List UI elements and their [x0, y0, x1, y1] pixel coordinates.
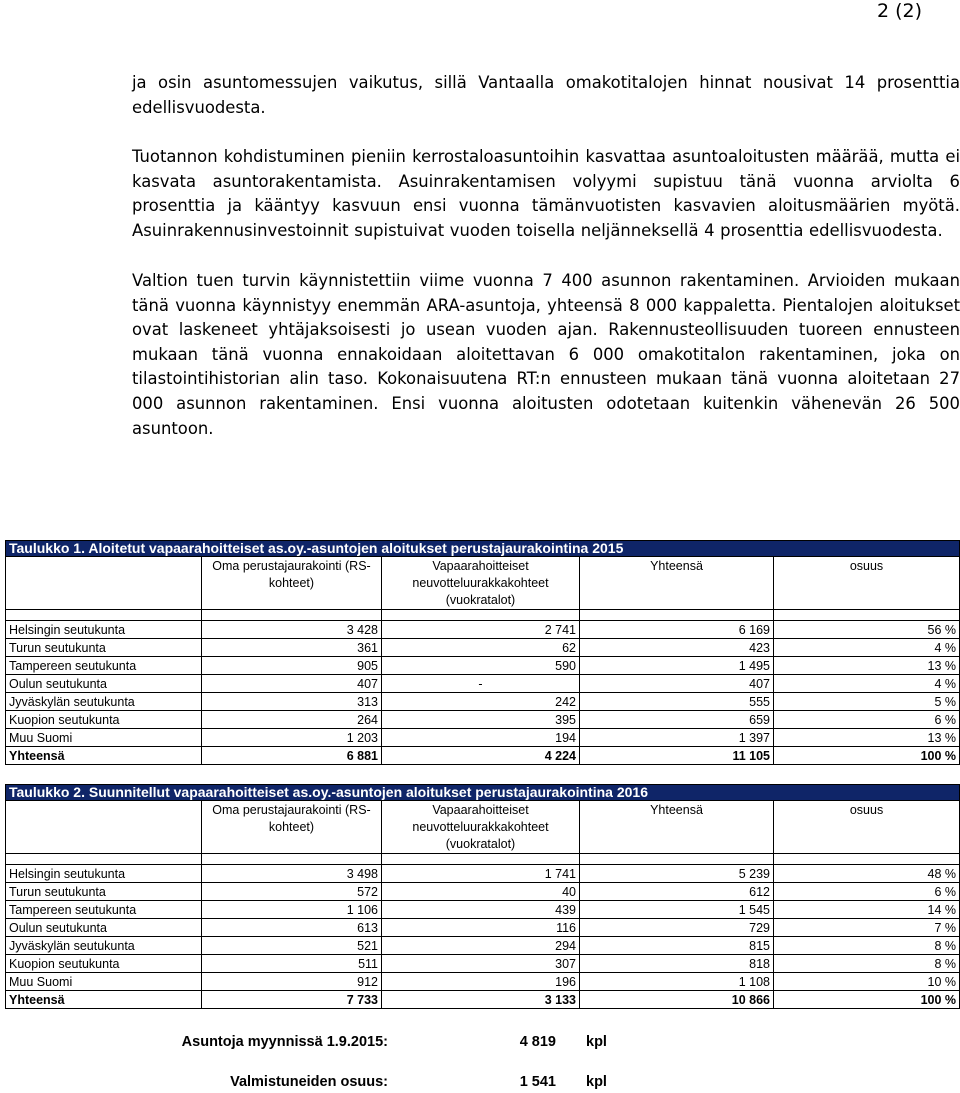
value-cell: 7 %	[774, 919, 960, 937]
value-cell: 2 741	[382, 621, 580, 639]
table-header-cell: Yhteensä	[580, 557, 774, 610]
value-cell: 5 %	[774, 693, 960, 711]
table-spacer-row	[6, 610, 960, 621]
table-spacer-row	[6, 854, 960, 865]
value-cell: 6 %	[774, 711, 960, 729]
table-spacer-cell	[202, 854, 382, 865]
region-cell: Jyväskylän seutukunta	[6, 937, 202, 955]
table-row	[6, 729, 960, 747]
value-cell: 439	[382, 901, 580, 919]
value-cell: 613	[202, 919, 382, 937]
value-cell: 572	[202, 883, 382, 901]
value-cell: 1 495	[580, 657, 774, 675]
table-spacer-cell	[382, 610, 580, 621]
paragraph-1: ja osin asuntomessujen vaikutus, sillä Vantaalla omakotitalojen hinnat nousivat 14 prosenttia edellisvuodesta.	[132, 73, 960, 117]
region-cell: Oulun seutukunta	[6, 919, 202, 937]
value-cell: 100 %	[774, 991, 960, 1009]
region-cell: Tampereen seutukunta	[6, 901, 202, 919]
region-cell: Helsingin seutukunta	[6, 865, 202, 883]
region-cell: Kuopion seutukunta	[6, 955, 202, 973]
value-cell: 100 %	[774, 747, 960, 765]
region-cell: Muu Suomi	[6, 729, 202, 747]
value-cell: 815	[580, 937, 774, 955]
region-cell: Oulun seutukunta	[6, 675, 202, 693]
table-spacer-cell	[774, 610, 960, 621]
table-spacer-cell	[382, 854, 580, 865]
summary-completed-label: Valmistuneiden osuus:	[230, 1074, 388, 1090]
table-header-cell: Oma perustajaurakointi (RS-kohteet)	[202, 801, 382, 854]
value-cell: 729	[580, 919, 774, 937]
table-header-cell	[6, 557, 202, 610]
region-cell: Tampereen seutukunta	[6, 657, 202, 675]
table-spacer-cell	[774, 854, 960, 865]
table-header-cell: osuus	[774, 557, 960, 610]
value-cell: 3 428	[202, 621, 382, 639]
summary-completed	[0, 1073, 960, 1093]
paragraph-2: Tuotannon kohdistuminen pieniin kerrostaloasuntoihin kasvattaa asuntoaloitusten määrää, mutta ei kasvata asuntorakentamista. Asuinrakentamisen volyymi supistuu tänä vuonna arviolta 6 prosenttia ja kääntyy kasvuun ensi vuonna tämänvuotisten kasvavien aloitusmäärien myötä. Asuinrakennusinvestoinnit supistuivat vuoden toisella neljänneksellä 4 prosenttia edellisvuodesta.	[132, 147, 960, 240]
table-header-row	[6, 557, 960, 610]
value-cell: 11 105	[580, 747, 774, 765]
value-cell: 1 203	[202, 729, 382, 747]
value-cell: 1 108	[580, 973, 774, 991]
table-row	[6, 675, 960, 693]
table-row	[6, 711, 960, 729]
region-cell: Yhteensä	[6, 747, 202, 765]
region-cell: Helsingin seutukunta	[6, 621, 202, 639]
value-cell: 361	[202, 639, 382, 657]
region-cell: Muu Suomi	[6, 973, 202, 991]
table-row	[6, 883, 960, 901]
table-caption: Taulukko 1. Aloitetut vapaarahoitteiset as.oy.-asuntojen aloitukset perustajaurakointina 2015	[6, 541, 960, 557]
value-cell: 7 733	[202, 991, 382, 1009]
value-cell: 912	[202, 973, 382, 991]
table-caption: Taulukko 2. Suunnitellut vapaarahoitteiset as.oy.-asuntojen aloitukset perustajaurakointina 2016	[6, 785, 960, 801]
value-cell: 3 498	[202, 865, 382, 883]
value-cell: 196	[382, 973, 580, 991]
value-cell: -	[382, 675, 580, 693]
table-header-cell: Oma perustajaurakointi (RS-kohteet)	[202, 557, 382, 610]
value-cell: 13 %	[774, 729, 960, 747]
table-suunnitellut-2016	[5, 784, 960, 1009]
value-cell: 1 545	[580, 901, 774, 919]
summary-sold-unit: kpl	[586, 1034, 607, 1050]
table-total-row	[6, 991, 960, 1009]
value-cell: 4 224	[382, 747, 580, 765]
value-cell: 555	[580, 693, 774, 711]
value-cell: 313	[202, 693, 382, 711]
value-cell: 659	[580, 711, 774, 729]
value-cell: 1 741	[382, 865, 580, 883]
table-row	[6, 693, 960, 711]
value-cell: 294	[382, 937, 580, 955]
table-header-cell: osuus	[774, 801, 960, 854]
value-cell: 511	[202, 955, 382, 973]
value-cell: 1 106	[202, 901, 382, 919]
value-cell: 590	[382, 657, 580, 675]
region-cell: Turun seutukunta	[6, 639, 202, 657]
table-spacer-cell	[580, 854, 774, 865]
value-cell: 4 %	[774, 639, 960, 657]
value-cell: 307	[382, 955, 580, 973]
table-caption-row	[6, 541, 960, 557]
value-cell: 818	[580, 955, 774, 973]
value-cell: 194	[382, 729, 580, 747]
table-row	[6, 901, 960, 919]
summary-sold-value: 4 819	[519, 1034, 556, 1050]
summary-completed-unit: kpl	[586, 1074, 607, 1090]
value-cell: 242	[382, 693, 580, 711]
value-cell: 395	[382, 711, 580, 729]
value-cell: 6 169	[580, 621, 774, 639]
table-total-row	[6, 747, 960, 765]
table-row	[6, 937, 960, 955]
value-cell: 423	[580, 639, 774, 657]
value-cell: 8 %	[774, 955, 960, 973]
value-cell: 10 %	[774, 973, 960, 991]
region-cell: Kuopion seutukunta	[6, 711, 202, 729]
table-header-cell	[6, 801, 202, 854]
value-cell: 62	[382, 639, 580, 657]
value-cell: 13 %	[774, 657, 960, 675]
table-header-cell: Vapaarahoitteiset neuvotteluurakkakohteet (vuokratalot)	[382, 557, 580, 610]
value-cell: 264	[202, 711, 382, 729]
value-cell: 6 881	[202, 747, 382, 765]
table-spacer-cell	[6, 854, 202, 865]
region-cell: Turun seutukunta	[6, 883, 202, 901]
value-cell: 10 866	[580, 991, 774, 1009]
page-number: 2 (2)	[876, 0, 922, 22]
table-spacer-cell	[580, 610, 774, 621]
value-cell: 14 %	[774, 901, 960, 919]
region-cell: Yhteensä	[6, 991, 202, 1009]
summary-sold	[0, 1033, 960, 1053]
table-header-cell: Vapaarahoitteiset neuvotteluurakkakohteet (vuokratalot)	[382, 801, 580, 854]
value-cell: 116	[382, 919, 580, 937]
value-cell: 612	[580, 883, 774, 901]
value-cell: 48 %	[774, 865, 960, 883]
value-cell: 40	[382, 883, 580, 901]
value-cell: 6 %	[774, 883, 960, 901]
region-cell: Jyväskylän seutukunta	[6, 693, 202, 711]
table-spacer-cell	[6, 610, 202, 621]
table-header-row	[6, 801, 960, 854]
table-row	[6, 621, 960, 639]
value-cell: 56 %	[774, 621, 960, 639]
value-cell: 3 133	[382, 991, 580, 1009]
table-header-cell: Yhteensä	[580, 801, 774, 854]
summary-completed-value: 1 541	[519, 1074, 556, 1090]
table-row	[6, 639, 960, 657]
summary-sold-label: Asuntoja myynnissä 1.9.2015:	[181, 1034, 388, 1050]
value-cell: 905	[202, 657, 382, 675]
table-aloitetut-2015	[5, 540, 960, 765]
value-cell: 1 397	[580, 729, 774, 747]
table-row	[6, 919, 960, 937]
value-cell: 8 %	[774, 937, 960, 955]
table-caption-row	[6, 785, 960, 801]
value-cell: 521	[202, 937, 382, 955]
paragraph-3: Valtion tuen turvin käynnistettiin viime vuonna 7 400 asunnon rakentaminen. Arvioiden mukaan tänä vuonna käynnistyy enemmän ARA-asuntoja, yhteensä 8 000 kappaletta. Pientalojen aloitukset ovat laskeneet yhtäjaksoisesti jo usean vuoden ajan. Rakennusteollisuuden tuoreen ennusteen mukaan tänä vuonna ennakoidaan aloitettavan 6 000 omakotitalon rakentaminen, joka on tilastointihistorian alin taso. Kokonaisuutena RT:n ennusteen mukaan tänä vuonna aloitetaan 27 000 asunnon rakentaminen. Ensi vuonna aloitusten odotetaan kuitenkin vähenevän 26 500 asuntoon.	[132, 271, 960, 438]
table-row	[6, 973, 960, 991]
table-row	[6, 657, 960, 675]
value-cell: 4 %	[774, 675, 960, 693]
table-row	[6, 865, 960, 883]
value-cell: 5 239	[580, 865, 774, 883]
table-row	[6, 955, 960, 973]
value-cell: 407	[202, 675, 382, 693]
value-cell: 407	[580, 675, 774, 693]
table-spacer-cell	[202, 610, 382, 621]
